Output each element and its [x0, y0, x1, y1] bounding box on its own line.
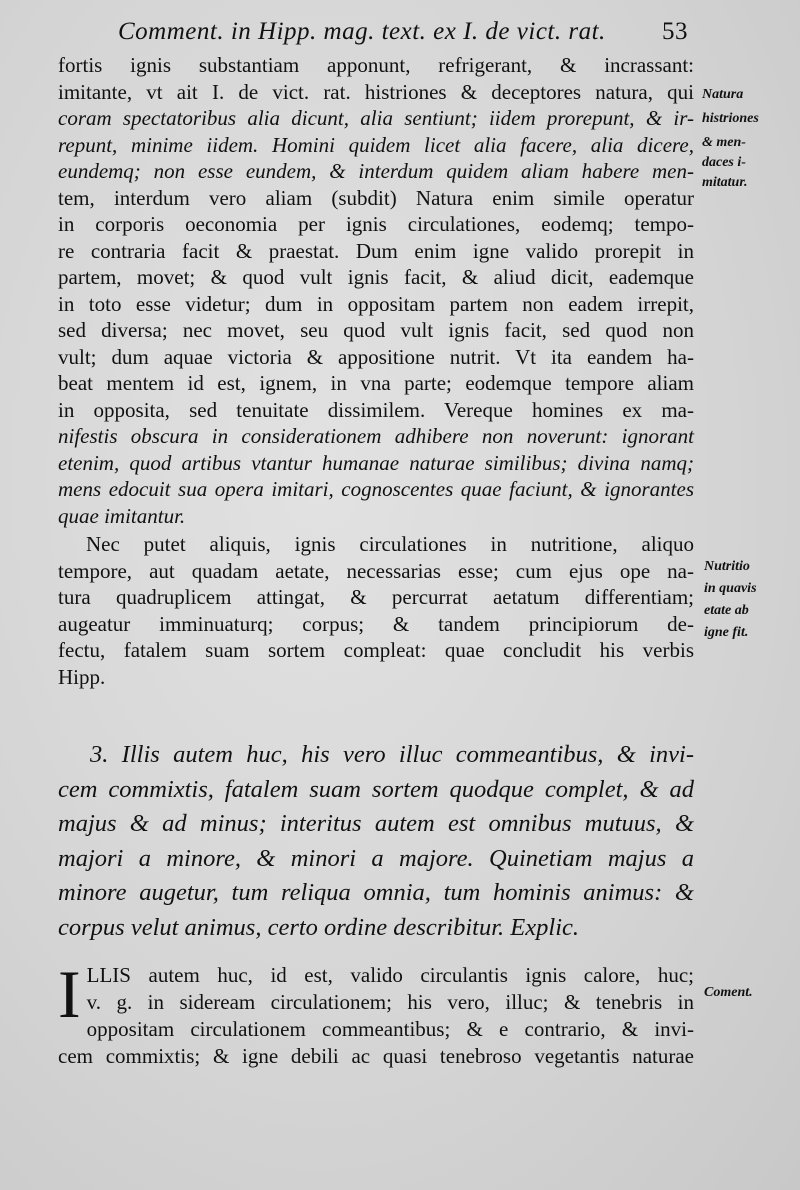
- drop-cap: I: [58, 956, 81, 1032]
- text-line: fectu, fatalem suam sortem compleat: quae concludit his verbis: [58, 638, 694, 662]
- text-line: v. g. in sideream circulationem; his vero, illuc; & tenebris in: [86, 990, 694, 1014]
- margin-note-line: & men-: [702, 135, 746, 150]
- running-header: [118, 18, 688, 46]
- margin-note-line: etate ab: [704, 603, 749, 618]
- margin-note-comment: [704, 984, 794, 1002]
- paragraph-2: [58, 531, 694, 690]
- text-line: eundemq; non esse eundem, & interdum quidem aliam habere men-: [58, 159, 694, 183]
- text-line: vult; dum aquae victoria & appositione nutrit. Vt ita eandem ha-: [58, 344, 694, 369]
- text-line: oppositam circulationem commeantibus; & e contrario, & invi-: [86, 1017, 694, 1041]
- text-line: in toto esse videtur; dum in oppositam partem non eadem irrepit,: [58, 291, 694, 316]
- text-line: sed diversa; nec movet, seu quod vult ignis facit, sed quod non: [58, 318, 694, 342]
- text-line: partem, movet; & quod vult ignis facit, & aliud dicit, eademque: [58, 265, 694, 289]
- text-line: re contraria facit & praestat. Dum enim igne valido prorepit in: [58, 238, 694, 263]
- text-line: Hipp.: [58, 664, 106, 689]
- text-line: mens edocuit sua opera imitari, cognoscentes quae faciunt, & ignorantes: [58, 477, 694, 501]
- text-line: beat mentem id est, ignem, in vna parte; eodemque tempore aliam: [58, 371, 694, 395]
- text-line: in corporis oeconomia per ignis circulationes, eodemq; tempo-: [58, 212, 694, 236]
- text-line: quae imitantur.: [58, 503, 186, 528]
- quote-line: minore augetur, tum reliqua omnia, tum hominis animus: &: [58, 879, 694, 906]
- margin-note-line: daces i-: [702, 155, 746, 170]
- margin-note-line: igne fit.: [704, 625, 749, 640]
- commentary-paragraph: [58, 956, 694, 1070]
- text-line: tem, interdum vero aliam (subdit) Natura enim simile operatur: [58, 185, 694, 210]
- margin-note-line: in quavis: [704, 581, 757, 596]
- margin-note-natura: [702, 86, 792, 192]
- quote-line: cem commixtis, fatalem suam sortem quodque complet, & ad: [58, 775, 694, 803]
- text-line: fortis ignis substantiam apponunt, refrigerant, & incrassant:: [58, 53, 694, 77]
- text-line: nifestis obscura in considerationem adhibere non noverunt: ignorant: [58, 424, 694, 448]
- quote-line: majus & ad minus; interitus autem est omnibus mutuus, &: [58, 810, 694, 837]
- text-line: imitante, vt ait I. de vict. rat. histriones & deceptores natura, qui: [58, 79, 694, 104]
- text-line: Nec putet aliquis, ignis circulationes in nutritione, aliquo: [86, 532, 694, 556]
- text-line: repunt, minime iidem. Homini quidem licet alia facere, alia dicere,: [58, 132, 694, 157]
- margin-note-nutritio: [704, 558, 794, 642]
- text-line: etenim, quod artibus vtantur humanae naturae similibus; divina namq;: [58, 450, 694, 475]
- text-line: cem commixtis; & igne debili ac quasi tenebroso vegetantis naturae: [58, 1044, 694, 1068]
- margin-note-line: mitatur.: [702, 175, 748, 190]
- margin-note-line: histriones: [702, 111, 759, 126]
- page-number: 53: [662, 18, 688, 45]
- quote-line: majori a minore, & minori a majore. Quinetiam majus a: [58, 844, 694, 872]
- text-line: tura quadruplicem attingat, & percurrat aetatum differentiam;: [58, 585, 694, 609]
- margin-note-line: Nutritio: [704, 559, 750, 574]
- running-title: Comment. in Hipp. mag. text. ex I. de vict. rat.: [118, 18, 606, 45]
- quote-line: corpus velut animus, certo ordine describitur. Explic.: [58, 913, 579, 941]
- text-line: in opposita, sed tenuitate dissimilem. Vereque homines ex ma-: [58, 397, 694, 422]
- text-line: LLIS autem huc, id est, valido circulantis ignis calore, huc;: [86, 963, 694, 987]
- margin-note-line: Coment.: [704, 985, 753, 1000]
- text-line: coram spectatoribus alia dicunt, alia sentiunt; iidem prorepunt, & ir-: [58, 106, 694, 130]
- paragraph-1: [58, 52, 694, 529]
- quote-line: 3. Illis autem huc, his vero illuc commeantibus, & invi-: [90, 741, 694, 768]
- text-line: tempore, aut quadam aetate, necessarias esse; cum ejus ope na-: [58, 558, 694, 583]
- hippocrates-quotation-3: [58, 738, 694, 945]
- text-line: augeatur imminuaturq; corpus; & tandem principiorum de-: [58, 611, 694, 636]
- main-text: [58, 52, 694, 690]
- margin-note-line: Natura: [702, 87, 744, 102]
